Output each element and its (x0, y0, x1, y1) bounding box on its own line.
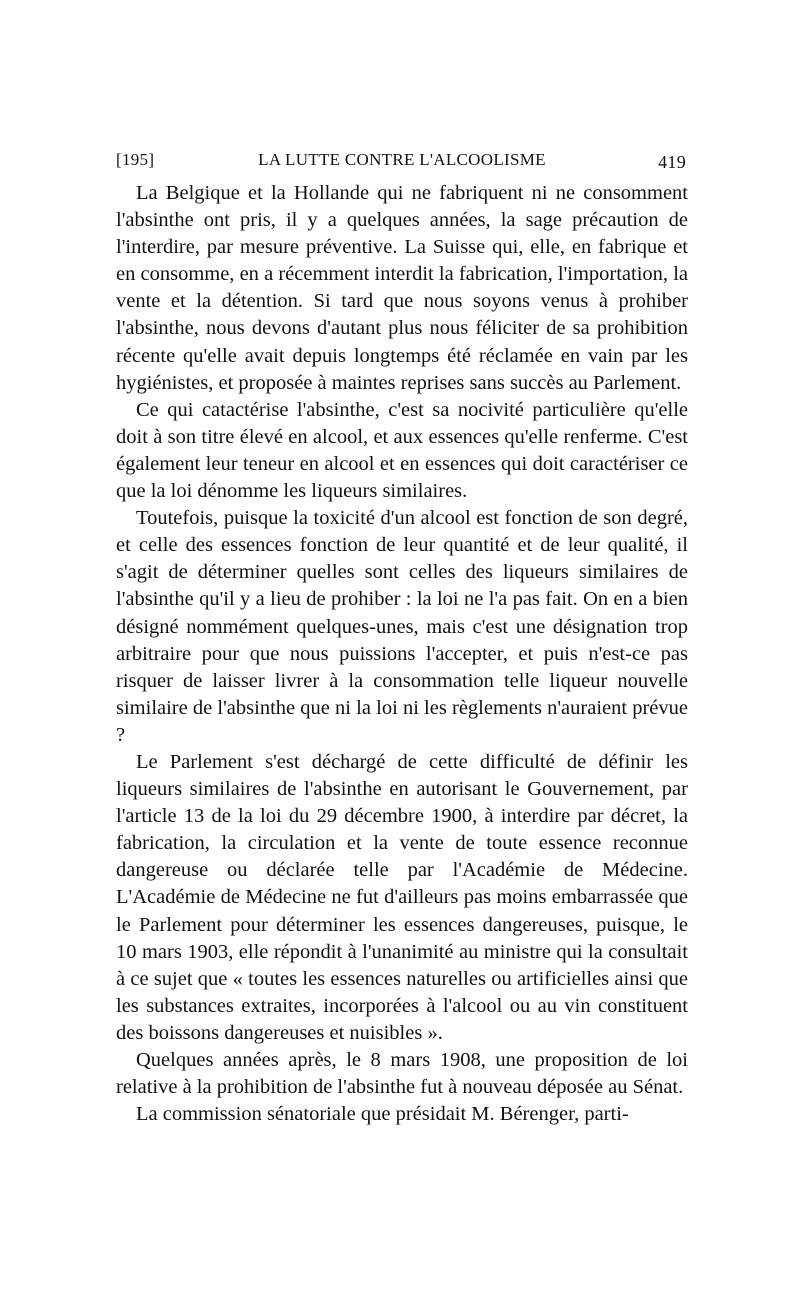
paragraph-6: La commission sénatoriale que présidait M. Bérenger, parti- (136, 1103, 629, 1126)
running-head (116, 140, 688, 180)
body-text (116, 180, 688, 1128)
book-page (116, 140, 688, 1128)
paragraph-1: La Belgique et la Hollande qui ne fabriquent ni ne consomment l'absinthe ont pris, il y a quelques années, la sage précaution de l'interdire, par mesure préventive. La Suisse qui, elle, en fabrique et en consomme, en a récemment interdit la fabrication, l'importation, la vente et la détention. Si tard que nous soyons venus à prohiber l'absinthe, nous devons d'autant plus nous féliciter de sa prohibition récente qu'elle avait depuis longtemps été réclamée en vain par les hygiénistes, et proposée à maintes reprises sans succès au Parlement. (116, 182, 688, 394)
running-title: LA LUTTE CONTRE L'ALCOOLISME (258, 150, 546, 169)
paragraph-3: Toutefois, puisque la toxicité d'un alcool est fonction de son degré, et celle des essences fonction de leur quantité et de leur qualité, il s'agit de déterminer quelles sont celles des liqueurs similaires de l'absinthe qu'il y a lieu de prohiber : la loi ne l'a pas fait. On en a bien désigné nommément quelques-unes, mais c'est une désignation trop arbitraire pour que nous puissions l'accepter, et puis n'est-ce pas risquer de laisser livrer à la consommation telle liqueur nouvelle similaire de l'absinthe que ni la loi ni les règlements n'auraient prévue ? (116, 507, 688, 746)
section-folio: [195] (116, 150, 155, 169)
page-number: 419 (658, 152, 686, 172)
paragraph-5: Quelques années après, le 8 mars 1908, une proposition de loi relative à la prohibition de l'absinthe fut à nouveau déposée au Sénat. (116, 1049, 688, 1099)
paragraph-4: Le Parlement s'est déchargé de cette difficulté de définir les liqueurs similaires de l'absinthe en autorisant le Gouvernement, par l'article 13 de la loi du 29 décembre 1900, à interdire par décret, la fabrication, la circulation et la vente de toute essence reconnue dangereuse ou déclarée telle par l'Académie de Médecine. L'Académie de Médecine ne fut d'ailleurs pas moins embarrassée que le Parlement pour déterminer les essences dangereuses, puisque, le 10 mars 1903, elle répondit à l'unanimité au ministre qui la consultait à ce sujet que « toutes les essences naturelles ou artificielles ainsi que les substances extraites, incorporées à l'alcool ou au vin constituent des boissons dangereuses et nuisibles ». (116, 750, 688, 1044)
paragraph-2: Ce qui catactérise l'absinthe, c'est sa nocivité particulière qu'elle doit à son titre élevé en alcool, et aux essences qu'elle renferme. C'est également leur teneur en alcool et en essences qui doit caractériser ce que la loi dénomme les liqueurs similaires. (116, 398, 688, 503)
